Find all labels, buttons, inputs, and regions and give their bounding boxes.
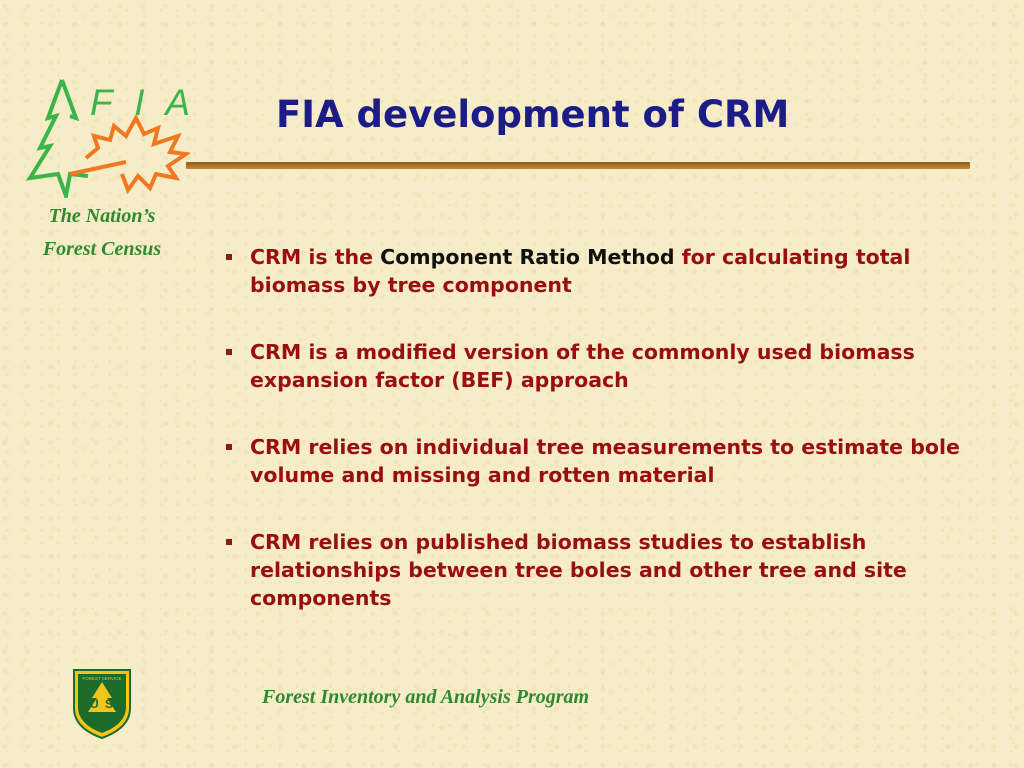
bullet-text: CRM is a modified version of the commonly used biomass expansion factor (BEF) approach: [250, 340, 915, 392]
bullet-list: [226, 243, 966, 651]
slide-title: FIA development of CRM: [276, 93, 790, 136]
forest-service-shield-icon: [66, 664, 138, 742]
shield-letter-s: S: [105, 697, 114, 711]
bullet-text: CRM relies on individual tree measurements to estimate bole volume and missing and rotten material: [250, 435, 960, 487]
title-divider: [186, 162, 970, 169]
footer-program: Forest Inventory and Analysis Program: [262, 686, 590, 708]
square-bullet-icon: [226, 349, 232, 355]
logo-tagline: [14, 200, 190, 266]
bullet-item: [226, 243, 966, 299]
bullet-text: CRM relies on published biomass studies to establish relationships between tree boles and other tree and site components: [250, 530, 907, 610]
bullet-emphasis: Component Ratio Method: [380, 245, 675, 269]
shield-letter-u: U: [90, 697, 99, 711]
fia-logo-text: F I A: [90, 82, 197, 123]
bullet-text: CRM is the: [250, 245, 381, 269]
square-bullet-icon: [226, 539, 232, 545]
square-bullet-icon: [226, 254, 232, 260]
tagline-line-2: Forest Census: [42, 238, 162, 260]
tagline-line-1: The Nation’s: [48, 205, 156, 227]
bullet-item: [226, 338, 966, 394]
square-bullet-icon: [226, 444, 232, 450]
bullet-item: [226, 433, 966, 489]
bullet-text: for calculating total biomass by tree component: [250, 245, 911, 297]
shield-top-text: FOREST SERVICE: [82, 676, 122, 681]
bullet-item: [226, 528, 966, 612]
